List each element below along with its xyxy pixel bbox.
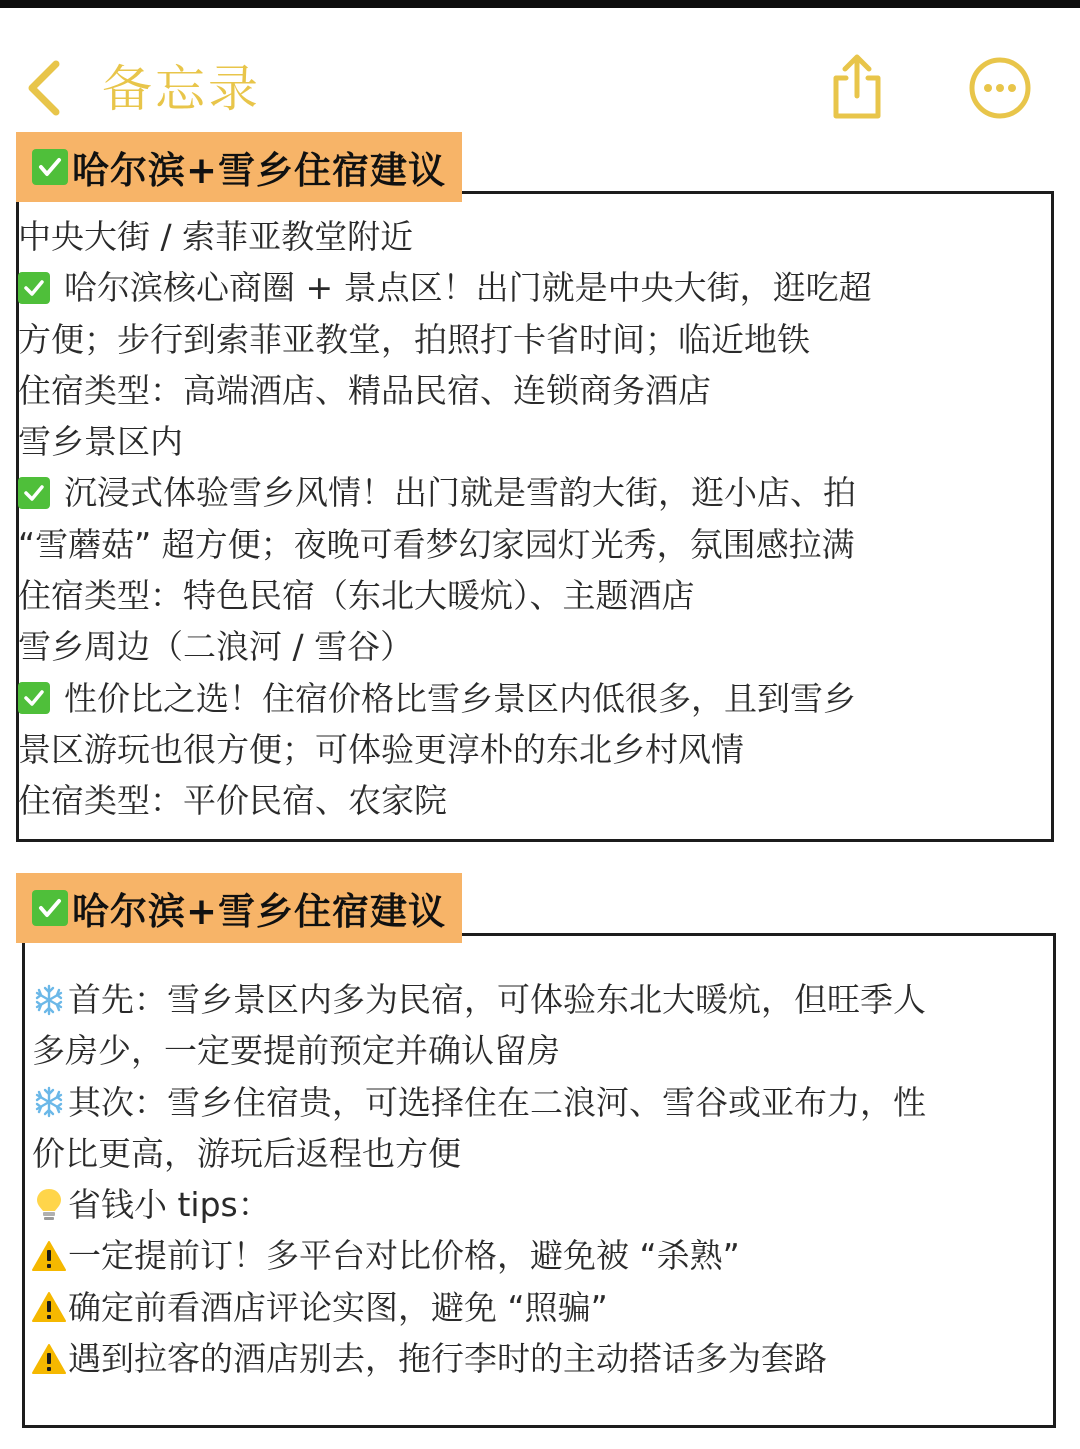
snowflake-icon (32, 1085, 66, 1119)
note-line-text: 确定前看酒店评论实图，避免 “照骗” (68, 1287, 608, 1327)
status-bar (0, 0, 1080, 8)
note-line (32, 974, 926, 1025)
note-line (18, 673, 872, 724)
note-line (18, 467, 872, 518)
navigation-bar (0, 40, 1080, 140)
note-line (32, 1230, 926, 1281)
note-body-1 (18, 211, 872, 827)
note-line-text: 哈尔滨核心商圈 + 景点区！出门就是中央大街，逛吃超 (64, 268, 872, 308)
check-icon (18, 477, 50, 509)
note-line (18, 519, 872, 570)
note-line-text: 多房少，一定要提前预定并确认留房 (32, 1031, 560, 1071)
note-line-text: 景区游玩也很方便；可体验更淳朴的东北乡村风情 (18, 729, 744, 769)
note-line-text: 住宿类型：高端酒店、精品民宿、连锁商务酒店 (18, 370, 711, 410)
chevron-left-icon (22, 56, 72, 120)
share-icon (826, 52, 888, 122)
section-title: 哈尔滨+雪乡住宿建议 (72, 890, 447, 933)
warning-icon (32, 1342, 66, 1376)
note-line (18, 262, 872, 313)
note-line (18, 621, 872, 672)
check-icon (18, 682, 50, 714)
check-icon (18, 272, 50, 304)
note-line-text: 省钱小 tips： (68, 1185, 271, 1225)
back-label[interactable]: 备忘录 (102, 60, 261, 118)
note-line (18, 416, 872, 467)
note-line (18, 211, 872, 262)
check-icon (32, 890, 68, 926)
note-line-text: 沉浸式体验雪乡风情！出门就是雪韵大街，逛小店、拍 (64, 473, 856, 513)
note-line (18, 570, 872, 621)
section-title: 哈尔滨+雪乡住宿建议 (72, 149, 447, 192)
note-line (32, 1333, 926, 1384)
note-line (32, 1282, 926, 1333)
note-line-text: 一定提前订！多平台对比价格，避免被 “杀熟” (68, 1236, 740, 1276)
note-line (18, 775, 872, 826)
warning-icon (32, 1290, 66, 1324)
note-line (32, 1077, 926, 1128)
note-line-text: 住宿类型：特色民宿（东北大暖炕）、主题酒店 (18, 576, 695, 616)
back-button[interactable] (22, 56, 72, 120)
lightbulb-icon (32, 1186, 66, 1224)
note-line-text: 雪乡景区内 (18, 422, 183, 462)
note-line-text: 其次：雪乡住宿贵，可选择住在二浪河、雪谷或亚布力，性 (68, 1082, 926, 1122)
note-line-text: 雪乡周边（二浪河 / 雪谷） (18, 627, 414, 667)
note-body-2 (32, 974, 926, 1384)
note-line (32, 1025, 926, 1076)
more-options-button[interactable] (966, 54, 1034, 122)
note-line-text: 性价比之选！住宿价格比雪乡景区内低很多，且到雪乡 (64, 678, 856, 718)
note-line-text: 价比更高，游玩后返程也方便 (32, 1133, 461, 1173)
note-line (18, 724, 872, 775)
note-line-text: 中央大街 / 索菲亚教堂附近 (18, 217, 414, 256)
note-line-text: “雪蘑菇” 超方便；夜晚可看梦幻家园灯光秀，氛围感拉满 (18, 524, 855, 564)
note-line-text: 住宿类型：平价民宿、农家院 (18, 781, 447, 821)
share-button[interactable] (826, 52, 888, 122)
note-line (32, 1179, 926, 1230)
snowflake-icon (32, 983, 66, 1017)
note-line (18, 314, 872, 365)
note-line-text: 首先：雪乡景区内多为民宿，可体验东北大暖炕，但旺季人 (68, 980, 926, 1019)
section-header-2 (16, 873, 462, 943)
note-line (18, 365, 872, 416)
note-line (32, 1128, 926, 1179)
warning-icon (32, 1239, 66, 1273)
more-icon (966, 54, 1034, 122)
section-header-1 (16, 132, 462, 202)
check-icon (32, 149, 68, 185)
note-line-text: 方便；步行到索菲亚教堂，拍照打卡省时间；临近地铁 (18, 319, 810, 359)
note-line-text: 遇到拉客的酒店别去，拖行李时的主动搭话多为套路 (68, 1339, 827, 1379)
